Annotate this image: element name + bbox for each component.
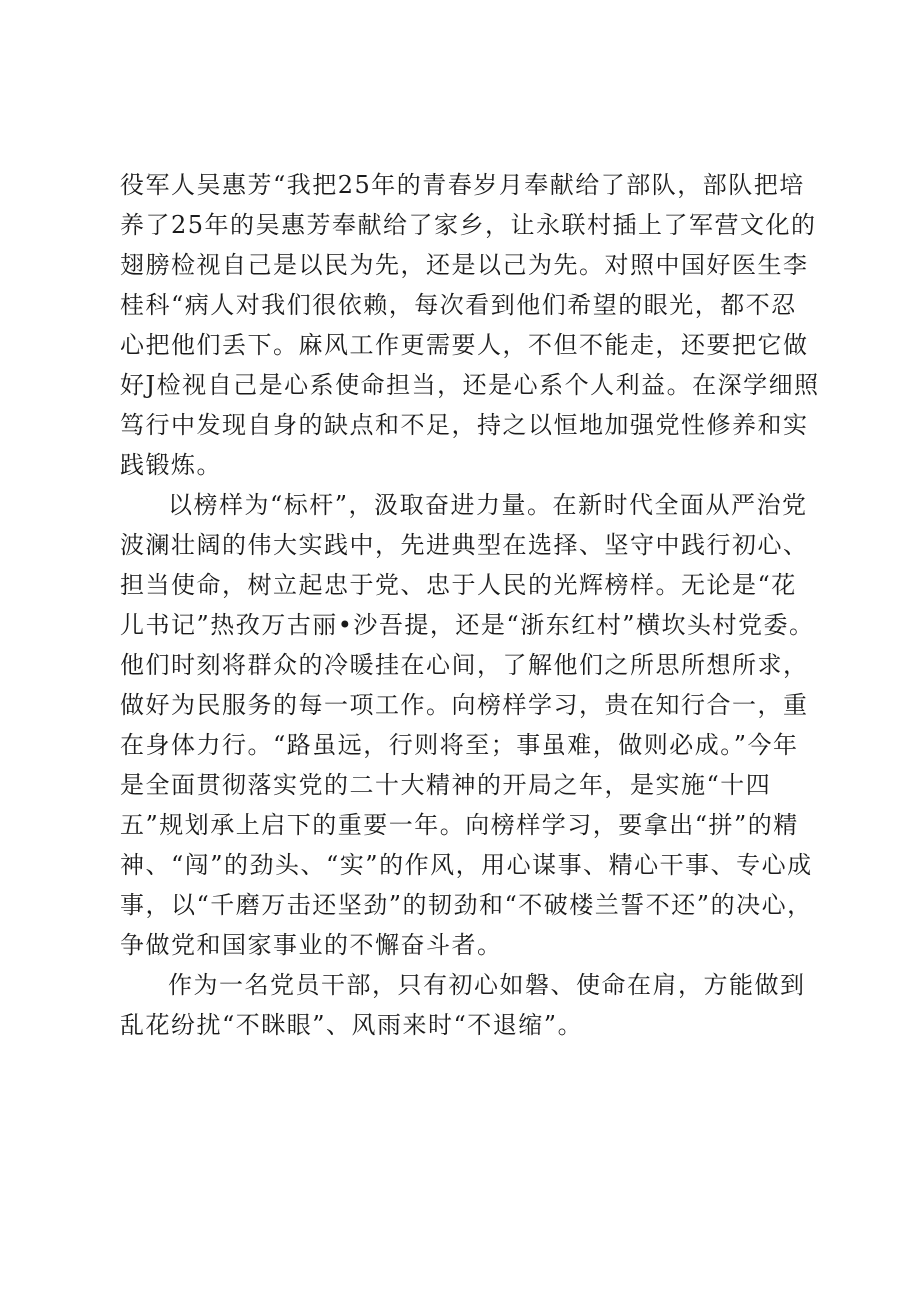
- paragraph-role-models: 以榜样为“标杆”，汲取奋进力量。在新时代全面从严治党波澜壮阔的伟大实践中，先进典型在选择、坚守中践行初心、担当使命，树立起忠于党、忠于人民的光辉榜样。无论是“花儿书记”热孜万古丽•沙吾提，还是“浙东红村”横坎头村党委。他们时刻将群众的冷暖挂在心间，了解他们之所思所想所求，做好为民服务的每一项工作。向榜样学习，贵在知行合一，重在身体力行。“路虽远，行则将至；事虽难，做则必成。”今年是全面贯彻落实党的二十大精神的开局之年，是实施“十四五”规划承上启下的重要一年。向榜样学习，要拿出“拼”的精神、“闯”的劲头、“实”的作风，用心谋事、精心干事、专心成事，以“千磨万击还坚劲”的韧劲和“不破楼兰誓不还”的决心，争做党和国家事业的不懈奋斗者。: [120, 491, 815, 959]
- paragraph-continued: 役军人吴惠芳“我把25年的青春岁月奉献给了部队，部队把培养了25年的吴惠芳奉献给了家乡，让永联村插上了军营文化的翅膀检视自己是以民为先，还是以己为先。对照中国好医生李桂科“病人对我们很依赖，每次看到他们希望的眼光，都不忍心把他们丢下。麻风工作更需要人，不但不能走，还要把它做好J检视自己是心系使命担当，还是心系个人利益。在深学细照笃行中发现自身的缺点和不足，持之以恒地加强党性修养和实践锻炼。: [120, 171, 820, 479]
- document-body: [120, 165, 820, 1045]
- paragraph-conclusion: 作为一名党员干部，只有初心如磐、使命在肩，方能做到乱花纷扰“不眯眼”、风雨来时“不退缩”。: [120, 971, 806, 1039]
